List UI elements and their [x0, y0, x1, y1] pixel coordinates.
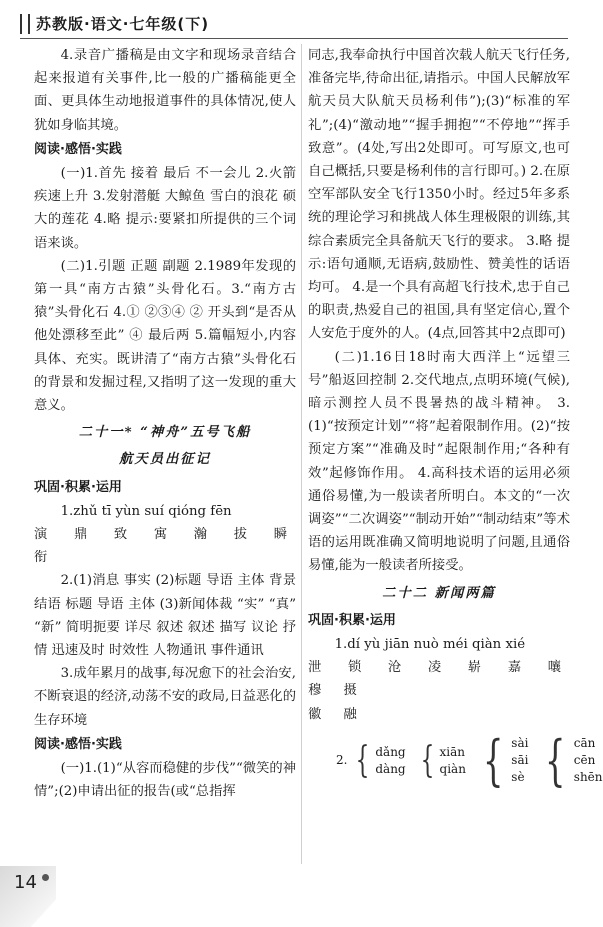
answer-paragraph: (二)1.16日18时南大西洋上“远望三号”船返回控制 2.交代地点,点明环境(气候),暗示测控人员不畏暑热的战斗精神。 3.(1)“按预定计划”“将”起着限制作用。(2)“按预定方案”“准确及时”起限制作用;“各种有效”起修饰作用。 4.高科技术语的运用必须通俗易懂,为一般读者所明白。本文的“一次调姿”“二次调姿”“制动开始”“制动结束”等术语的运用既准确又简明地说明了问题,且通俗易懂,能为一般读者所接受。 — [308, 349, 570, 574]
section-heading: 巩固·积累·运用 — [34, 479, 122, 495]
chapter-title: 二十二 新闻两篇 — [382, 585, 496, 601]
brace-icon: { — [545, 728, 566, 792]
answer-paragraph: 4.录音广播稿是由文字和现场录音结合起来报道有关事件,比一般的广播稿能更全面、更具体生动地报道事件的具体情况,使人犹如身临其境。 — [34, 48, 296, 133]
brace-icon: { — [356, 739, 370, 781]
reading: cēn — [573, 753, 596, 768]
right-column — [308, 44, 603, 792]
reading: sāi — [511, 753, 529, 768]
reading: dǎng — [375, 744, 406, 759]
answer-paragraph: 同志,我奉命执行中国首次载人航天飞行任务,准备完毕,待命出征,请指示。中国人民解放军航天员大队航天员杨利伟”);(3)“标准的军礼”;(4)“激动地”“握手拥抱”“不停地”“挥手致意”。(4处,写出2处即可。可写原文,也可自己概括,只要是杨利伟的言行即可。) 2.在原空军部队安全飞行1350小时。经过5年多系统的理论学习和挑战人体生理极限的训练,其综合素质完全具备航天飞行的要求。 3.略 提示:语句通顺,无语病,鼓励性、赞美性的话语均可。 4.是一个具有高超飞行技术,忠于自己的职责,热爱自己的祖国,具有坚定信心,置个人安危于度外的人。(4点,回答其中2点即可) — [308, 48, 570, 342]
answer-paragraph: 3.成年累月的战事,每况愈下的社会治安,不断衰退的经济,动荡不安的政局,日益恶化的生存环境 — [34, 666, 296, 728]
characters-line: 演 鼎 致 寓 瀚 拔 瞬 衔 — [34, 527, 296, 566]
reading: cān — [573, 736, 596, 751]
answer-paragraph: (一)1.(1)“从容而稳健的步伐”“微笑的神情”;(2)申请出征的报告(或“总指挥 — [34, 761, 296, 800]
characters-line: 泄 锁 沧 凌 崭 嘉 嚷 穆 摄 — [308, 660, 570, 699]
chapter-title-line1: 二十一* “神舟”五号飞船 — [78, 425, 252, 441]
page-number-dot — [42, 874, 49, 881]
answer-paragraph: (一)1.首先 接着 最后 不一会儿 2.火箭疾速上升 3.发射潜艇 大鲸鱼 雪白的浪花 硕大的莲花 4.略 提示:要紧扣所提供的三个词语来谈。 — [34, 166, 296, 251]
reading-group — [416, 739, 466, 781]
item-label: 2. — [336, 753, 348, 768]
reading: dàng — [375, 761, 406, 776]
page-header — [0, 0, 588, 40]
page-number: 14 — [14, 872, 37, 893]
brace-icon: { — [420, 739, 434, 781]
pinyin-line: 1.zhǔ tī yùn suí qióng fēn — [60, 503, 232, 519]
pinyin-line: 1.dí yù jiān nuò méi qiàn xié — [334, 637, 526, 653]
left-column — [34, 44, 296, 804]
reading-group — [351, 739, 406, 781]
chapter-title-line2: 航天员出征记 — [119, 452, 211, 468]
section-heading: 巩固·积累·运用 — [308, 612, 396, 628]
section-heading: 阅读·感悟·实践 — [34, 736, 122, 752]
answer-paragraph: 2.(1)消息 事实 (2)标题 导语 主体 背景 结语 标题 导语 主体 (3)新闻体裁 “实” “真” “新” 简明扼要 详尽 叙述 叙述 描写 议论 抒情 迅速及时 时效性 人物通讯 事件通讯 — [34, 573, 296, 659]
reading: shēn — [573, 770, 603, 785]
header-title: 苏教版·语文·七年级(下) — [36, 15, 210, 33]
polyphonic-characters-answer — [336, 728, 603, 792]
reading-group — [538, 728, 603, 792]
reading: sài — [511, 736, 529, 751]
header-bar-mark — [20, 14, 30, 34]
reading: qiàn — [439, 761, 466, 776]
header-rule — [20, 38, 568, 39]
reading: xiān — [439, 744, 466, 759]
answer-paragraph: (二)1.引题 正题 副题 2.1989年发现的第一具“南方古猿”头骨化石。3.“南方古猿”头骨化石 4.① ②③④ ② 开头到“是否从他处漂移至此” ④ 最后两 5.篇幅短小,内容具体、充实。既讲清了“南方古猿”头骨化石的背景和发掘过程,又指明了这一发现的重大意义。 — [34, 258, 296, 414]
characters-line: 徽 融 — [308, 706, 366, 722]
brace-icon: { — [482, 728, 504, 792]
reading: sè — [511, 770, 525, 785]
reading-group — [476, 728, 529, 792]
section-heading: 阅读·感悟·实践 — [34, 141, 122, 157]
column-divider — [301, 44, 302, 864]
